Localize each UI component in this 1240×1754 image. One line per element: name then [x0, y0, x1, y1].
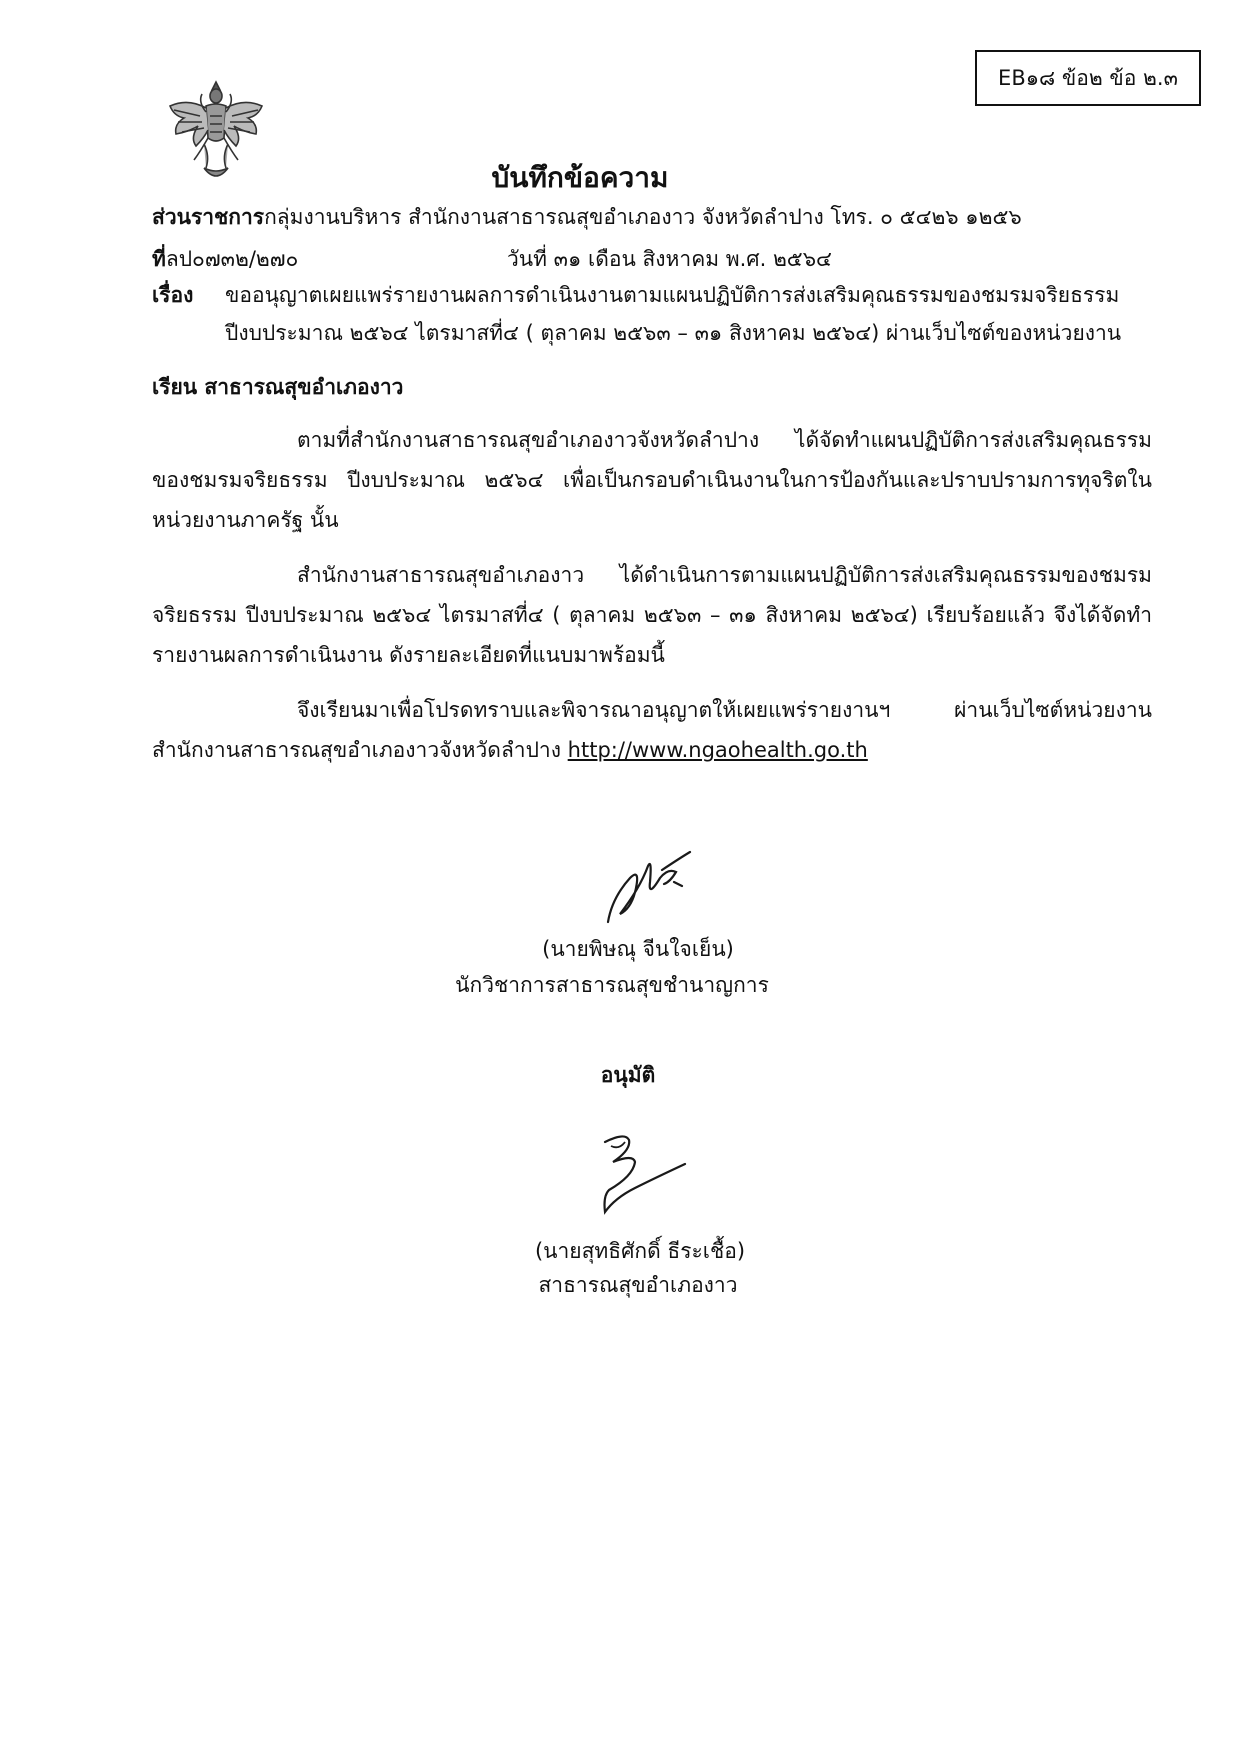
memo-title: บันทึกข้อความ — [491, 161, 669, 194]
date-line — [507, 240, 832, 278]
salutation: เรียน สาธารณสุขอำเภองาว — [152, 375, 404, 399]
subject-line-2: ปีงบประมาณ ๒๕๖๔ ไตรมาสที่๔ ( ตุลาคม ๒๕๖๓ – ๓๑ สิงหาคม ๒๕๖๔) ผ่านเว็บไซต์ของหน่วยงาน — [225, 321, 1122, 345]
paragraph-2: สำนักงานสาธารณสุขอำเภองาว ได้ดำเนินการตามแผนปฏิบัติการส่งเสริมคุณธรรมของชมรมจริยธรรม ปีงบประมาณ ๒๕๖๔ ไตรมาสที่๔ ( ตุลาคม ๒๕๖๓ – ๓๑ สิงหาคม ๒๕๖๔) เรียบร้อยแล้ว จึงได้จัดทำรายงานผลการดำเนินงาน ดังรายละเอียดที่แนบมาพร้อมนี้ — [152, 563, 1152, 667]
document-date: วันที่ ๓๑ เดือน สิงหาคม พ.ศ. ๒๕๖๔ — [507, 247, 832, 271]
signature-1-image — [590, 848, 700, 928]
website-link[interactable]: http://www.ngaohealth.go.th — [567, 738, 868, 762]
department-value: กลุ่มงานบริหาร สำนักงานสาธารณสุขอำเภองาว จังหวัดลำปาง โทร. ๐ ๕๔๒๖ ๑๒๕๖ — [264, 205, 1022, 229]
signer-2-name: (นายสุทธิศักดิ์ ธีระเชื้อ) — [534, 1239, 746, 1263]
paragraph-3-text: จึงเรียนมาเพื่อโปรดทราบและพิจารณาอนุญาตให้เผยแพร่รายงานฯ ผ่านเว็บไซต์หน่วยงานสำนักงานสาธารณสุขอำเภองาวจังหวัดลำปาง — [152, 698, 1152, 762]
department-label: ส่วนราชการ — [152, 205, 265, 229]
signature-2-image — [585, 1128, 695, 1218]
reference-code: EB๑๘ ข้อ๒ ข้อ ๒.๓ — [998, 65, 1178, 90]
subject-label: เรื่อง — [152, 283, 194, 307]
department-line — [152, 198, 1022, 236]
paragraph-3 — [152, 690, 1152, 770]
signer-1-name: (นายพิษณุ จีนใจเย็น) — [542, 937, 734, 961]
signer-1-position: นักวิชาการสาธารณสุขชำนาญการ — [455, 973, 769, 997]
signer-2-position: สาธารณสุขอำเภองาว — [538, 1273, 738, 1297]
paragraph-1: ตามที่สำนักงานสาธารณสุขอำเภองาวจังหวัดลำปาง ได้จัดทำแผนปฏิบัติการส่งเสริมคุณธรรมของชมรมจริยธรรม ปีงบประมาณ ๒๕๖๔ เพื่อเป็นกรอบดำเนินงานในการป้องกันและปราบปรามการทุจริตในหน่วยงานภาครัฐ นั้น — [152, 428, 1152, 532]
reference-value: ลป๐๗๓๒/๒๗๐ — [165, 247, 299, 271]
subject-line-1: ขออนุญาตเผยแพร่รายงานผลการดำเนินงานตามแผนปฏิบัติการส่งเสริมคุณธรรมของชมรมจริยธรรม — [225, 283, 1120, 307]
reference-code-box — [975, 50, 1201, 106]
reference-line — [152, 240, 298, 278]
reference-label: ที่ — [152, 247, 166, 271]
approval-label: อนุมัติ — [600, 1063, 656, 1087]
